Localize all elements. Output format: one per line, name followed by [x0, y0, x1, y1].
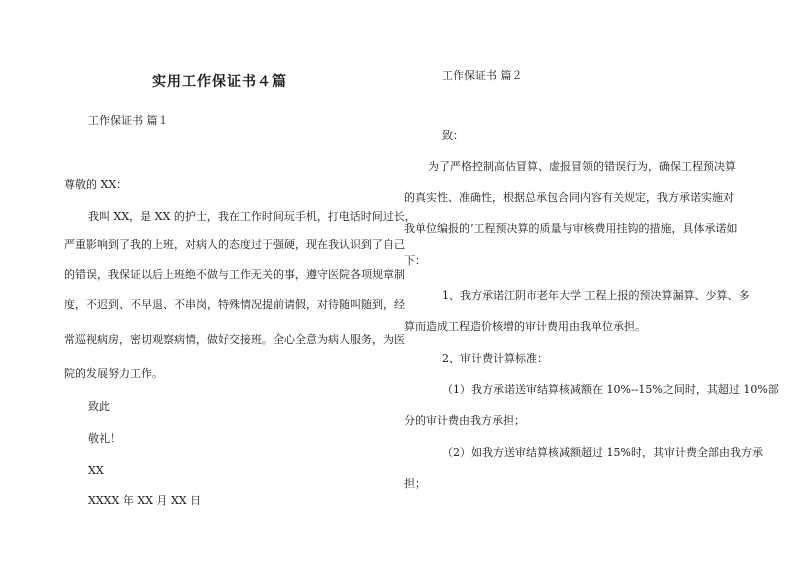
body-line: 常巡视病房，密切观察病情，做好交接班。全心全意为病人服务，为医 — [64, 333, 405, 346]
section-heading-1: 工作保证书 篇１ — [88, 114, 169, 127]
sub-item-1-line: （1）我方承诺送审结算核减额在 10%--15%之间时，其超过 10%部 — [442, 383, 779, 396]
item-2: 2、审计费计算标准： — [442, 352, 548, 365]
closing-jingli: 敬礼！ — [88, 432, 121, 445]
body-line: 严重影响到了我的上班，对病人的态度过于强硬，现在我认识到了自己 — [64, 238, 405, 251]
body-line: 我叫 XX，是 XX 的护士，我在工作时间玩手机，打电话时间过长， — [88, 210, 416, 223]
sub-item-1-line: 分的审计费由我方承担； — [404, 414, 525, 427]
body-line: 的真实性、准确性，根据总承包合同内容有关规定，我方承诺实施对 — [404, 191, 734, 204]
right-page — [400, 0, 800, 565]
body-line: 我单位编报的’工程预决算的质量与审核费用挂钩的措施，具体承诺如 — [404, 222, 738, 235]
section-heading-2: 工作保证书 篇２ — [442, 69, 523, 82]
body-line: 下： — [404, 254, 426, 267]
item-1-line: 算而造成工程造价核增的审计费用由我单位承担。 — [404, 320, 646, 333]
salutation: 尊敬的 XX： — [64, 178, 128, 191]
item-1-line: 1、我方承诺江阴市老年大学 工程上报的预决算漏算、少算、多 — [442, 289, 750, 302]
sub-item-2-line: （2）如我方送审结算核减额超过 15%时，其审计费全部由我方承 — [442, 446, 763, 459]
salutation-right: 致： — [442, 129, 464, 142]
body-line: 的错误，我保证以后上班绝不做与工作无关的事，遵守医院各项规章制 — [64, 268, 405, 281]
body-line: 院的发展努力工作。 — [64, 367, 163, 380]
body-line: 为了严格控制高估冒算、虚报冒领的错误行为，确保工程预决算 — [428, 160, 736, 173]
body-line: 度，不迟到、不早退、不串岗，特殊情况提前请假，对待随叫随到，经 — [64, 298, 405, 311]
sub-item-2-line: 担； — [404, 477, 426, 490]
closing-zhici: 致此 — [88, 400, 110, 413]
date: XXXX 年 XX 月 XX 日 — [88, 494, 202, 507]
signature: XX — [88, 464, 104, 477]
document-title: 实用工作保证书４篇 — [152, 74, 287, 90]
